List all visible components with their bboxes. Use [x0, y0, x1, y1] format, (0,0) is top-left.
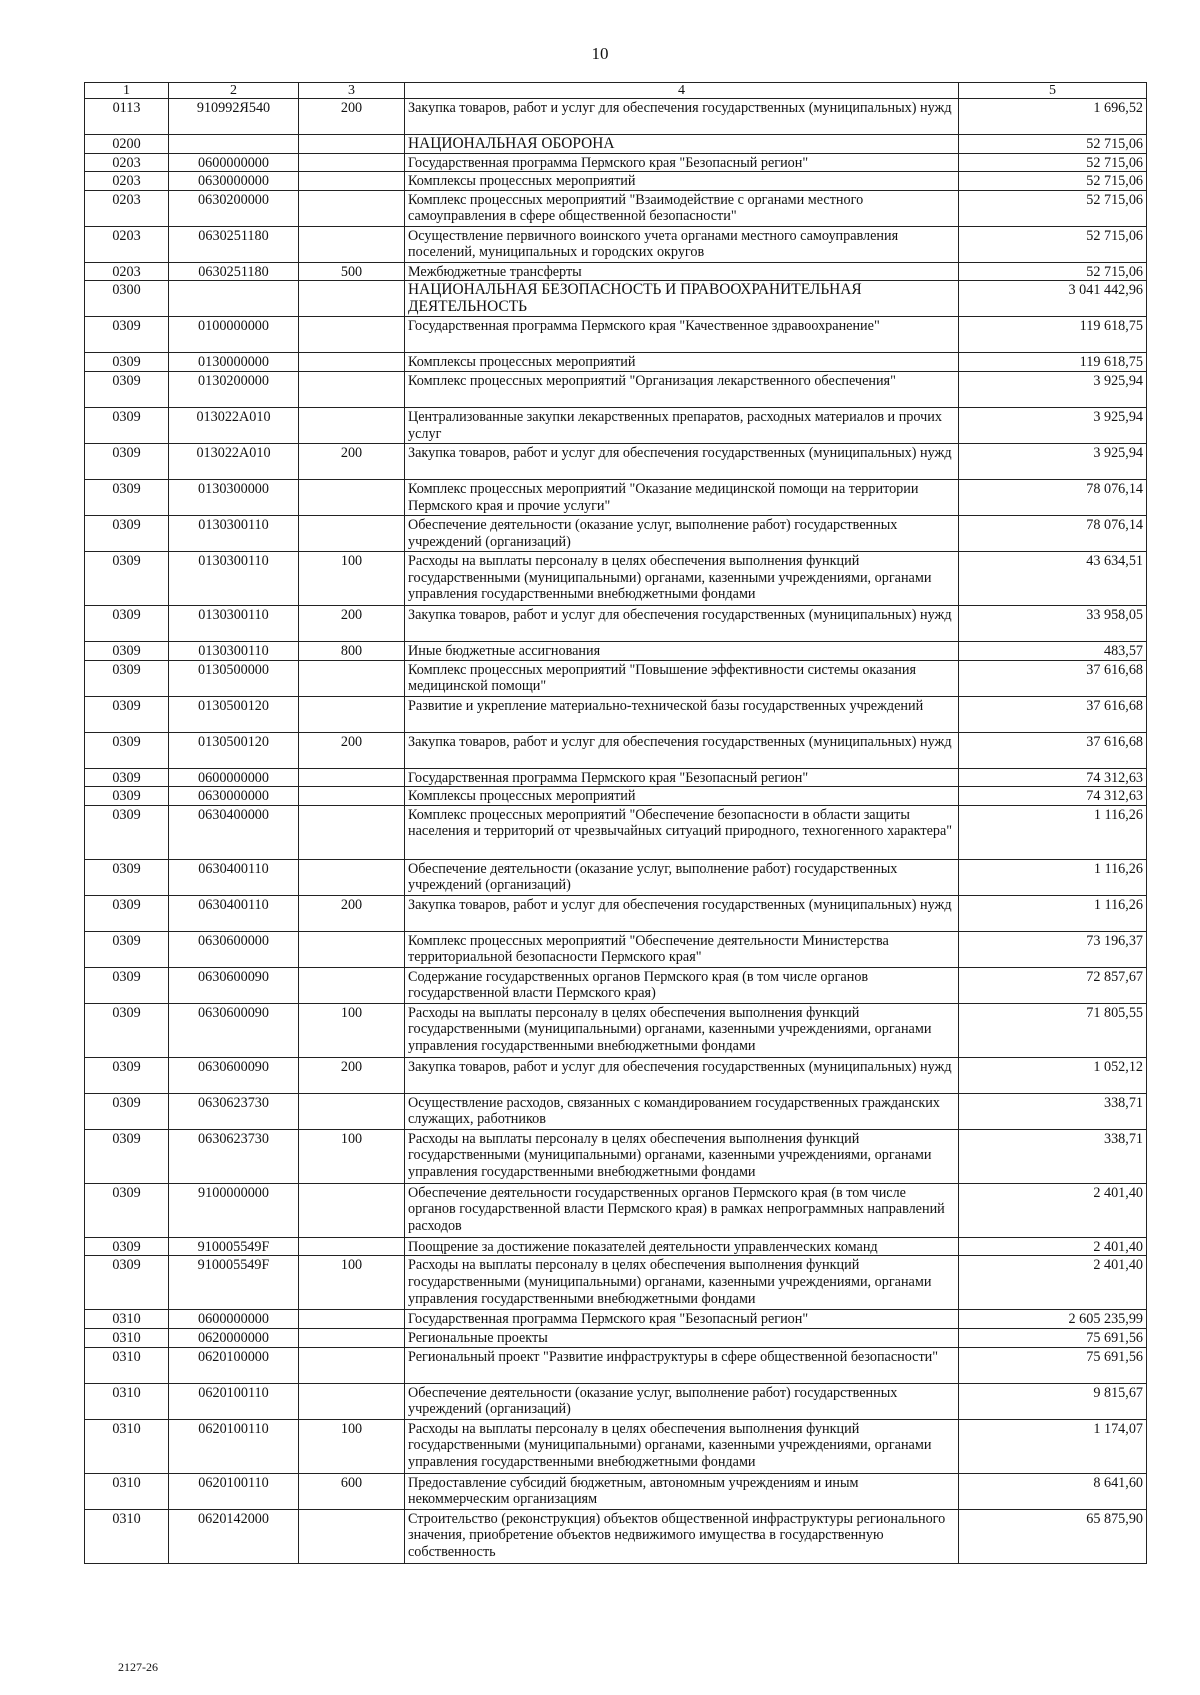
- cell-expense-type: [299, 190, 405, 226]
- cell-section: 0309: [85, 443, 169, 479]
- cell-expense-type: [299, 353, 405, 372]
- cell-section: 0200: [85, 135, 169, 154]
- cell-expense-type: [299, 931, 405, 967]
- cell-name: Комплекс процессных мероприятий "Взаимодействие с органами местного самоуправления в сфере общественной безопасности": [405, 190, 959, 226]
- table-row: [85, 1383, 1147, 1419]
- cell-name: Строительство (реконструкция) объектов общественной инфраструктуры регионального значения, приобретение объектов недвижимого имущества в государственную собственность: [405, 1509, 959, 1563]
- cell-name: Комплекс процессных мероприятий "Оказание медицинской помощи на территории Пермского края и прочие услуги": [405, 479, 959, 515]
- cell-target-article: 0600000000: [169, 1310, 299, 1329]
- cell-target-article: 0630200000: [169, 190, 299, 226]
- table-row: [85, 1057, 1147, 1093]
- cell-amount: 37 616,68: [959, 732, 1147, 768]
- cell-section: 0309: [85, 787, 169, 806]
- cell-section: 0309: [85, 768, 169, 787]
- cell-amount: 52 715,06: [959, 226, 1147, 262]
- cell-name: Закупка товаров, работ и услуг для обеспечения государственных (муниципальных) нужд: [405, 99, 959, 135]
- cell-section: 0309: [85, 859, 169, 895]
- cell-expense-type: [299, 1183, 405, 1237]
- cell-amount: 2 605 235,99: [959, 1310, 1147, 1329]
- cell-name: Государственная программа Пермского края "Безопасный регион": [405, 153, 959, 172]
- cell-section: 0309: [85, 605, 169, 641]
- cell-expense-type: 100: [299, 1419, 405, 1473]
- table-row: [85, 226, 1147, 262]
- cell-amount: 3 925,94: [959, 371, 1147, 407]
- cell-target-article: 0130500120: [169, 696, 299, 732]
- cell-target-article: 0100000000: [169, 317, 299, 353]
- table-row: [85, 135, 1147, 154]
- cell-target-article: 0620100110: [169, 1419, 299, 1473]
- cell-section: 0310: [85, 1419, 169, 1473]
- cell-name: Осуществление расходов, связанных с командированием государственных гражданских служащих, работников: [405, 1093, 959, 1129]
- cell-name: Закупка товаров, работ и услуг для обеспечения государственных (муниципальных) нужд: [405, 443, 959, 479]
- cell-expense-type: [299, 1093, 405, 1129]
- cell-amount: 119 618,75: [959, 317, 1147, 353]
- cell-expense-type: [299, 787, 405, 806]
- cell-expense-type: [299, 1328, 405, 1347]
- cell-name: Комплекс процессных мероприятий "Обеспечение безопасности в области защиты населения и территорий от чрезвычайных ситуаций природного, техногенного характера": [405, 805, 959, 859]
- table-row: [85, 1473, 1147, 1509]
- cell-name: Комплекс процессных мероприятий "Повышение эффективности системы оказания медицинской помощи": [405, 660, 959, 696]
- table-row: [85, 1093, 1147, 1129]
- table-row: [85, 99, 1147, 135]
- cell-amount: 3 925,94: [959, 443, 1147, 479]
- header-col-5: 5: [959, 83, 1147, 99]
- cell-section: 0309: [85, 1057, 169, 1093]
- cell-expense-type: [299, 1237, 405, 1256]
- cell-amount: 52 715,06: [959, 190, 1147, 226]
- cell-section: 0309: [85, 551, 169, 605]
- cell-amount: 52 715,06: [959, 172, 1147, 191]
- cell-amount: 33 958,05: [959, 605, 1147, 641]
- table-row: [85, 1129, 1147, 1183]
- cell-target-article: 0130300110: [169, 641, 299, 660]
- table-row: [85, 1003, 1147, 1057]
- cell-target-article: [169, 135, 299, 154]
- cell-target-article: 0130300110: [169, 515, 299, 551]
- cell-name: Региональные проекты: [405, 1328, 959, 1347]
- table-row: [85, 551, 1147, 605]
- cell-target-article: [169, 281, 299, 317]
- cell-amount: 78 076,14: [959, 479, 1147, 515]
- cell-amount: 65 875,90: [959, 1509, 1147, 1563]
- cell-target-article: 0630600090: [169, 1057, 299, 1093]
- cell-section: 0310: [85, 1310, 169, 1329]
- cell-expense-type: [299, 317, 405, 353]
- cell-section: 0309: [85, 660, 169, 696]
- cell-name: Закупка товаров, работ и услуг для обеспечения государственных (муниципальных) нужд: [405, 895, 959, 931]
- table-row: [85, 353, 1147, 372]
- cell-name: НАЦИОНАЛЬНАЯ ОБОРОНА: [405, 135, 959, 154]
- cell-target-article: 0630000000: [169, 787, 299, 806]
- cell-amount: 75 691,56: [959, 1347, 1147, 1383]
- cell-target-article: 910005549F: [169, 1256, 299, 1310]
- cell-name: НАЦИОНАЛЬНАЯ БЕЗОПАСНОСТЬ И ПРАВООХРАНИТЕЛЬНАЯ ДЕЯТЕЛЬНОСТЬ: [405, 281, 959, 317]
- cell-name: Обеспечение деятельности (оказание услуг, выполнение работ) государственных учреждений (организаций): [405, 859, 959, 895]
- cell-target-article: 0130500120: [169, 732, 299, 768]
- cell-section: 0310: [85, 1383, 169, 1419]
- cell-target-article: 0130500000: [169, 660, 299, 696]
- cell-expense-type: [299, 805, 405, 859]
- cell-name: Осуществление первичного воинского учета органами местного самоуправления поселений, муниципальных и городских округов: [405, 226, 959, 262]
- cell-target-article: 0630600090: [169, 967, 299, 1003]
- cell-name: Централизованные закупки лекарственных препаратов, расходных материалов и прочих услуг: [405, 407, 959, 443]
- cell-section: 0309: [85, 641, 169, 660]
- cell-name: Обеспечение деятельности (оказание услуг, выполнение работ) государственных учреждений (организаций): [405, 1383, 959, 1419]
- cell-section: 0203: [85, 153, 169, 172]
- cell-name: Закупка товаров, работ и услуг для обеспечения государственных (муниципальных) нужд: [405, 732, 959, 768]
- cell-amount: 52 715,06: [959, 153, 1147, 172]
- table-row: [85, 805, 1147, 859]
- table-row: [85, 732, 1147, 768]
- cell-target-article: 0630623730: [169, 1129, 299, 1183]
- cell-expense-type: [299, 281, 405, 317]
- cell-expense-type: [299, 153, 405, 172]
- cell-expense-type: [299, 1310, 405, 1329]
- cell-amount: 1 174,07: [959, 1419, 1147, 1473]
- table-row: [85, 660, 1147, 696]
- header-col-4: 4: [405, 83, 959, 99]
- cell-name: Обеспечение деятельности государственных органов Пермского края (в том числе органов государственной власти Пермского края) в рамках непрограммных направлений расходов: [405, 1183, 959, 1237]
- cell-amount: 119 618,75: [959, 353, 1147, 372]
- cell-amount: 483,57: [959, 641, 1147, 660]
- cell-amount: 43 634,51: [959, 551, 1147, 605]
- cell-expense-type: 100: [299, 1129, 405, 1183]
- cell-target-article: 0620000000: [169, 1328, 299, 1347]
- cell-amount: 1 116,26: [959, 805, 1147, 859]
- cell-expense-type: [299, 1509, 405, 1563]
- cell-amount: 2 401,40: [959, 1237, 1147, 1256]
- table-row: [85, 787, 1147, 806]
- table-row: [85, 1310, 1147, 1329]
- cell-section: 0310: [85, 1473, 169, 1509]
- header-col-2: 2: [169, 83, 299, 99]
- table-row: [85, 190, 1147, 226]
- cell-target-article: 0630251180: [169, 226, 299, 262]
- cell-expense-type: [299, 226, 405, 262]
- cell-expense-type: [299, 768, 405, 787]
- table-row: [85, 479, 1147, 515]
- cell-target-article: 0630600000: [169, 931, 299, 967]
- cell-target-article: 0630251180: [169, 262, 299, 281]
- cell-expense-type: 800: [299, 641, 405, 660]
- cell-expense-type: [299, 696, 405, 732]
- cell-amount: 338,71: [959, 1093, 1147, 1129]
- cell-amount: 1 052,12: [959, 1057, 1147, 1093]
- cell-expense-type: [299, 859, 405, 895]
- cell-target-article: 0600000000: [169, 768, 299, 787]
- cell-name: Расходы на выплаты персоналу в целях обеспечения выполнения функций государственными (муниципальными) органами, казенными учреждениями, органами управления государственными внебюджетными фондами: [405, 551, 959, 605]
- cell-target-article: 0130300000: [169, 479, 299, 515]
- cell-name: Комплекс процессных мероприятий "Организация лекарственного обеспечения": [405, 371, 959, 407]
- table-body: [85, 99, 1147, 1564]
- cell-section: 0309: [85, 1183, 169, 1237]
- cell-target-article: 0130300110: [169, 551, 299, 605]
- cell-expense-type: [299, 407, 405, 443]
- cell-name: Комплексы процессных мероприятий: [405, 787, 959, 806]
- cell-section: 0309: [85, 967, 169, 1003]
- table-row: [85, 768, 1147, 787]
- cell-target-article: 0620100110: [169, 1473, 299, 1509]
- cell-amount: 1 116,26: [959, 895, 1147, 931]
- cell-name: Закупка товаров, работ и услуг для обеспечения государственных (муниципальных) нужд: [405, 1057, 959, 1093]
- cell-expense-type: 100: [299, 1256, 405, 1310]
- cell-amount: 74 312,63: [959, 768, 1147, 787]
- cell-target-article: 0630400110: [169, 859, 299, 895]
- table-row: [85, 895, 1147, 931]
- cell-expense-type: [299, 1383, 405, 1419]
- cell-amount: 52 715,06: [959, 135, 1147, 154]
- cell-expense-type: [299, 660, 405, 696]
- cell-name: Развитие и укрепление материально-технической базы государственных учреждений: [405, 696, 959, 732]
- cell-section: 0310: [85, 1347, 169, 1383]
- cell-name: Региональный проект "Развитие инфраструктуры в сфере общественной безопасности": [405, 1347, 959, 1383]
- table-row: [85, 1419, 1147, 1473]
- cell-name: Расходы на выплаты персоналу в целях обеспечения выполнения функций государственными (муниципальными) органами, казенными учреждениями, органами управления государственными внебюджетными фондами: [405, 1256, 959, 1310]
- cell-amount: 73 196,37: [959, 931, 1147, 967]
- table-row: [85, 641, 1147, 660]
- table-row: [85, 1347, 1147, 1383]
- cell-expense-type: 100: [299, 551, 405, 605]
- cell-expense-type: [299, 967, 405, 1003]
- table-row: [85, 1183, 1147, 1237]
- cell-amount: 75 691,56: [959, 1328, 1147, 1347]
- cell-amount: 37 616,68: [959, 696, 1147, 732]
- document-code: 2127-26: [118, 1660, 158, 1674]
- cell-expense-type: 600: [299, 1473, 405, 1509]
- cell-section: 0309: [85, 931, 169, 967]
- cell-expense-type: 200: [299, 605, 405, 641]
- cell-name: Комплекс процессных мероприятий "Обеспечение деятельности Министерства территориальной безопасности Пермского края": [405, 931, 959, 967]
- cell-section: 0309: [85, 371, 169, 407]
- table-row: [85, 443, 1147, 479]
- cell-amount: 71 805,55: [959, 1003, 1147, 1057]
- cell-name: Закупка товаров, работ и услуг для обеспечения государственных (муниципальных) нужд: [405, 605, 959, 641]
- cell-expense-type: 200: [299, 99, 405, 135]
- cell-amount: 1 116,26: [959, 859, 1147, 895]
- cell-section: 0309: [85, 353, 169, 372]
- cell-expense-type: [299, 135, 405, 154]
- cell-section: 0309: [85, 1129, 169, 1183]
- cell-section: 0310: [85, 1509, 169, 1563]
- cell-expense-type: 200: [299, 443, 405, 479]
- table-row: [85, 967, 1147, 1003]
- cell-section: 0309: [85, 407, 169, 443]
- cell-section: 0203: [85, 262, 169, 281]
- cell-section: 0309: [85, 805, 169, 859]
- cell-expense-type: 200: [299, 732, 405, 768]
- cell-section: 0113: [85, 99, 169, 135]
- cell-target-article: 910005549F: [169, 1237, 299, 1256]
- cell-target-article: 910992Я540: [169, 99, 299, 135]
- cell-name: Содержание государственных органов Пермского края (в том числе органов государственной власти Пермского края): [405, 967, 959, 1003]
- cell-section: 0309: [85, 1256, 169, 1310]
- cell-expense-type: 500: [299, 262, 405, 281]
- cell-target-article: 013022А010: [169, 407, 299, 443]
- table-row: [85, 153, 1147, 172]
- cell-target-article: 0630000000: [169, 172, 299, 191]
- cell-name: Межбюджетные трансферты: [405, 262, 959, 281]
- cell-amount: 9 815,67: [959, 1383, 1147, 1419]
- cell-target-article: 0630400110: [169, 895, 299, 931]
- table-row: [85, 281, 1147, 317]
- cell-target-article: 0620100000: [169, 1347, 299, 1383]
- cell-expense-type: [299, 371, 405, 407]
- cell-amount: 52 715,06: [959, 262, 1147, 281]
- cell-expense-type: [299, 515, 405, 551]
- table-row: [85, 1256, 1147, 1310]
- table-row: [85, 696, 1147, 732]
- table-header-row: [85, 83, 1147, 99]
- cell-amount: 2 401,40: [959, 1183, 1147, 1237]
- cell-section: 0309: [85, 317, 169, 353]
- cell-section: 0309: [85, 732, 169, 768]
- cell-section: 0309: [85, 1237, 169, 1256]
- cell-amount: 37 616,68: [959, 660, 1147, 696]
- cell-name: Предоставление субсидий бюджетным, автономным учреждениям и иным некоммерческим организациям: [405, 1473, 959, 1509]
- header-col-3: 3: [299, 83, 405, 99]
- cell-amount: 8 641,60: [959, 1473, 1147, 1509]
- cell-section: 0203: [85, 226, 169, 262]
- budget-table: [84, 82, 1147, 1564]
- cell-target-article: 013022А010: [169, 443, 299, 479]
- table-row: [85, 1237, 1147, 1256]
- cell-section: 0203: [85, 172, 169, 191]
- cell-expense-type: [299, 479, 405, 515]
- cell-amount: 2 401,40: [959, 1256, 1147, 1310]
- table-row: [85, 859, 1147, 895]
- cell-section: 0309: [85, 895, 169, 931]
- cell-target-article: 0620142000: [169, 1509, 299, 1563]
- table-row: [85, 931, 1147, 967]
- cell-section: 0203: [85, 190, 169, 226]
- page-number: 10: [591, 44, 609, 63]
- cell-name: Комплексы процессных мероприятий: [405, 172, 959, 191]
- cell-amount: 3 041 442,96: [959, 281, 1147, 317]
- cell-amount: 338,71: [959, 1129, 1147, 1183]
- table-row: [85, 172, 1147, 191]
- cell-name: Расходы на выплаты персоналу в целях обеспечения выполнения функций государственными (муниципальными) органами, казенными учреждениями, органами управления государственными внебюджетными фондами: [405, 1129, 959, 1183]
- table-row: [85, 605, 1147, 641]
- cell-section: 0309: [85, 1003, 169, 1057]
- cell-name: Обеспечение деятельности (оказание услуг, выполнение работ) государственных учреждений (организаций): [405, 515, 959, 551]
- cell-target-article: 9100000000: [169, 1183, 299, 1237]
- cell-amount: 3 925,94: [959, 407, 1147, 443]
- table-row: [85, 515, 1147, 551]
- cell-expense-type: [299, 1347, 405, 1383]
- cell-expense-type: 200: [299, 1057, 405, 1093]
- cell-name: Государственная программа Пермского края "Качественное здравоохранение": [405, 317, 959, 353]
- table-row: [85, 262, 1147, 281]
- table-row: [85, 407, 1147, 443]
- cell-amount: 74 312,63: [959, 787, 1147, 806]
- cell-expense-type: [299, 172, 405, 191]
- cell-amount: 78 076,14: [959, 515, 1147, 551]
- cell-name: Поощрение за достижение показателей деятельности управленческих команд: [405, 1237, 959, 1256]
- cell-name: Государственная программа Пермского края "Безопасный регион": [405, 768, 959, 787]
- cell-section: 0309: [85, 515, 169, 551]
- cell-target-article: 0130300110: [169, 605, 299, 641]
- table-row: [85, 317, 1147, 353]
- cell-target-article: 0130200000: [169, 371, 299, 407]
- table-row: [85, 371, 1147, 407]
- cell-section: 0309: [85, 1093, 169, 1129]
- cell-name: Комплексы процессных мероприятий: [405, 353, 959, 372]
- cell-name: Расходы на выплаты персоналу в целях обеспечения выполнения функций государственными (муниципальными) органами, казенными учреждениями, органами управления государственными внебюджетными фондами: [405, 1003, 959, 1057]
- cell-name: Расходы на выплаты персоналу в целях обеспечения выполнения функций государственными (муниципальными) органами, казенными учреждениями, органами управления государственными внебюджетными фондами: [405, 1419, 959, 1473]
- cell-target-article: 0600000000: [169, 153, 299, 172]
- cell-target-article: 0620100110: [169, 1383, 299, 1419]
- table-row: [85, 1509, 1147, 1563]
- cell-section: 0310: [85, 1328, 169, 1347]
- table-row: [85, 1328, 1147, 1347]
- cell-target-article: 0630600090: [169, 1003, 299, 1057]
- cell-name: Государственная программа Пермского края "Безопасный регион": [405, 1310, 959, 1329]
- cell-section: 0309: [85, 479, 169, 515]
- cell-target-article: 0130000000: [169, 353, 299, 372]
- cell-target-article: 0630623730: [169, 1093, 299, 1129]
- cell-target-article: 0630400000: [169, 805, 299, 859]
- cell-name: Иные бюджетные ассигнования: [405, 641, 959, 660]
- cell-section: 0309: [85, 696, 169, 732]
- cell-section: 0300: [85, 281, 169, 317]
- cell-amount: 72 857,67: [959, 967, 1147, 1003]
- cell-expense-type: 200: [299, 895, 405, 931]
- header-col-1: 1: [85, 83, 169, 99]
- cell-expense-type: 100: [299, 1003, 405, 1057]
- cell-amount: 1 696,52: [959, 99, 1147, 135]
